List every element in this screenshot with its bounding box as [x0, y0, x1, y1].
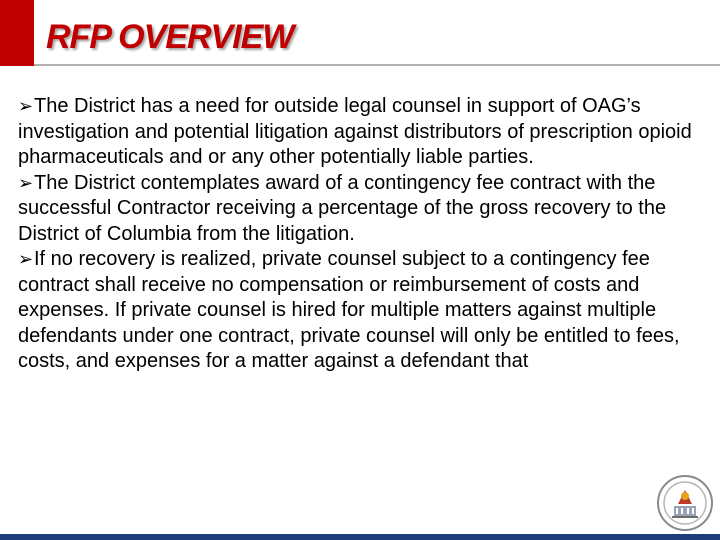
arrow-bullet-icon: ➢	[18, 172, 34, 194]
bullet-text: If no recovery is realized, private counsel subject to a contingency fee contract shall receive no compensation or reimbursement of costs and expenses. If private counsel is hired for multiple matters against multiple defendants under one contract, private counsel will only be entitled to fees, costs, and expenses for a matter against a defendant that	[18, 248, 680, 372]
arrow-bullet-icon: ➢	[18, 249, 34, 270]
page-title: RFP OVERVIEW	[46, 18, 294, 56]
bullet-list	[18, 94, 702, 375]
district-seal-icon	[656, 474, 714, 532]
title-divider	[34, 64, 720, 66]
bullet-item	[18, 247, 702, 375]
footer-bar	[0, 534, 720, 540]
arrow-bullet-icon: ➢	[18, 96, 34, 117]
bullet-item	[18, 94, 702, 171]
title-accent-bar	[0, 0, 34, 66]
bullet-item	[18, 171, 702, 248]
bullet-text: The District has a need for outside legal counsel in support of OAG’s investigation and potential litigation against distributors of prescription opioid pharmaceuticals and or any other potentially liable parties.	[18, 95, 692, 168]
bullet-text: The District contemplates award of a contingency fee contract with the successful Contractor receiving a percentage of the gross recovery to the District of Columbia from the litigation.	[18, 171, 667, 245]
